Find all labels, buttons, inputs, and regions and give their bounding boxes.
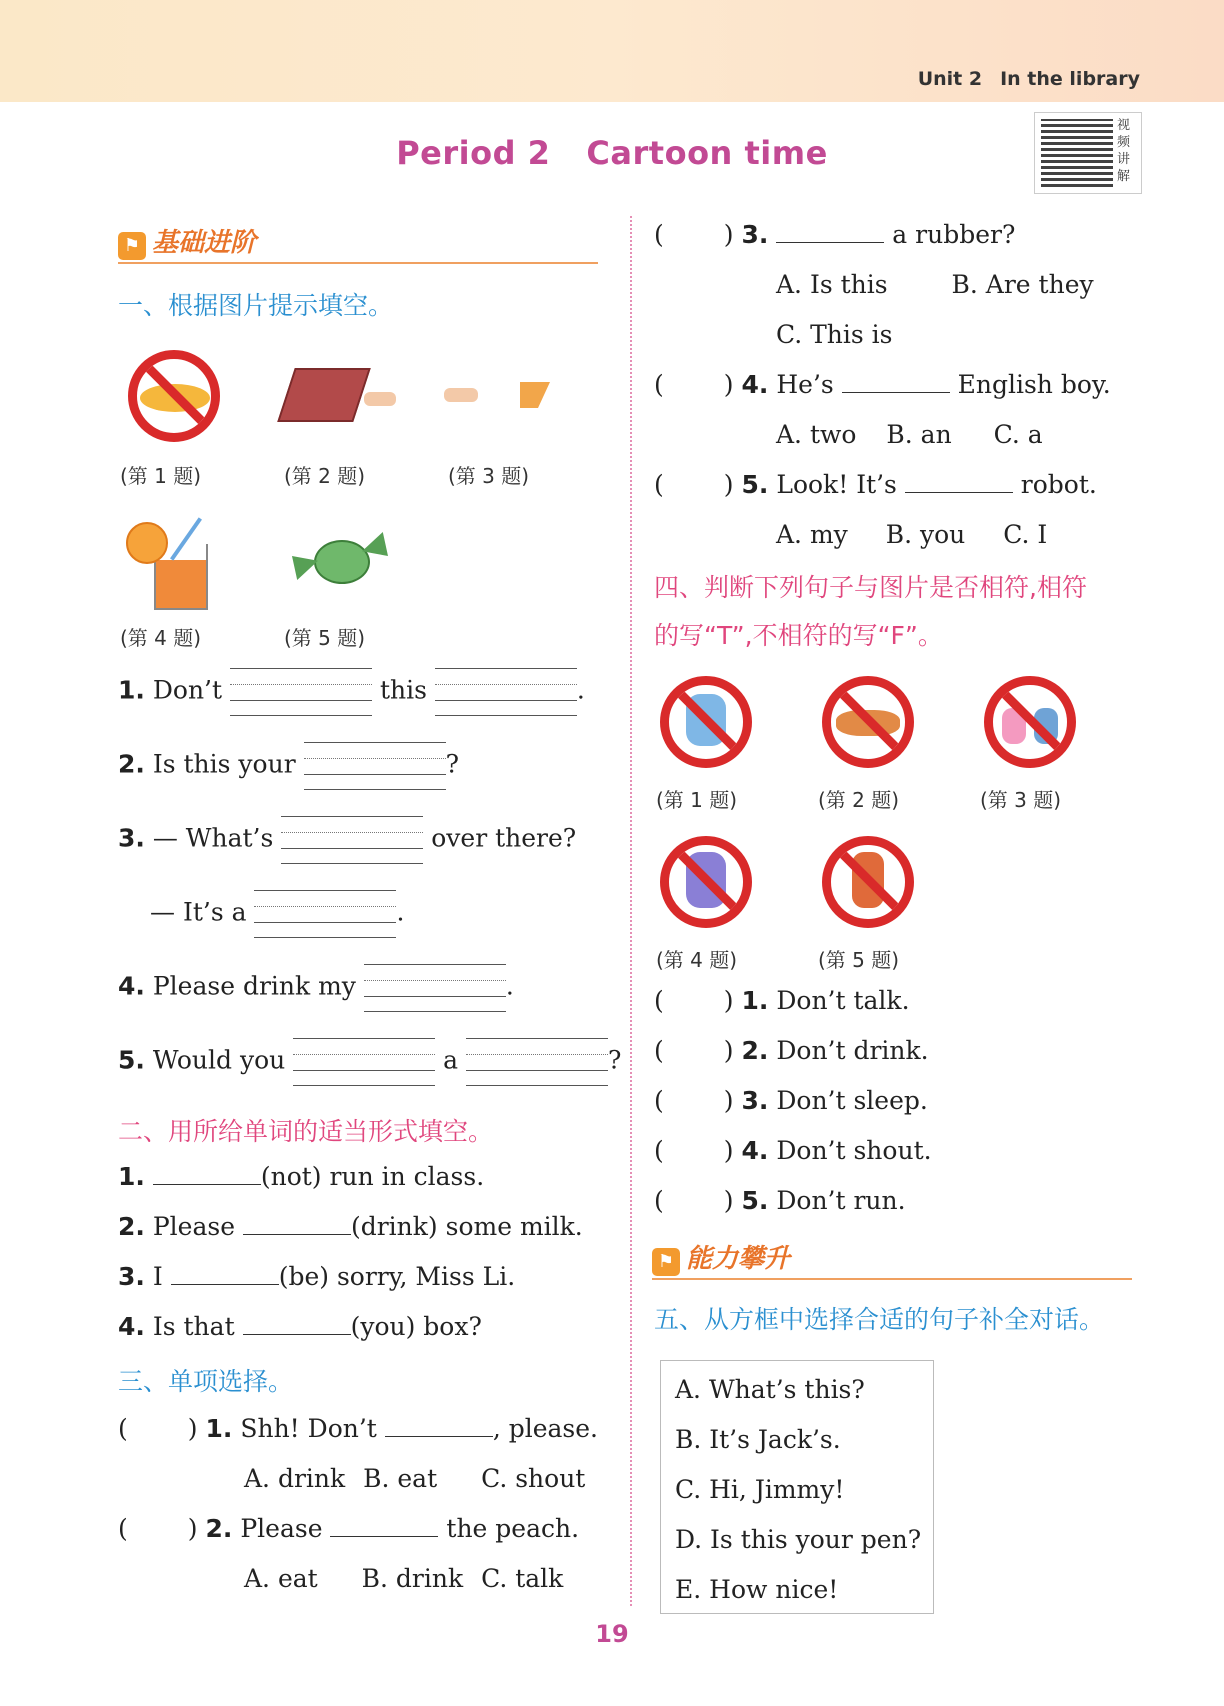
answer-paren-open[interactable]: ( <box>654 986 664 1015</box>
item-end: . <box>396 897 405 927</box>
answer-paren-close: ) <box>723 1036 734 1065</box>
answer-paren-close: ) <box>723 370 734 399</box>
part3-item-5-options <box>776 520 1047 549</box>
part1-item-4 <box>118 964 514 1012</box>
answer-blank[interactable] <box>385 1416 493 1437</box>
part1-caption-1: (第 1 题) <box>120 464 202 488</box>
part1-item-3-reply <box>150 890 404 938</box>
item-number: 1. <box>741 986 769 1015</box>
item-number: 2. <box>118 749 145 779</box>
section-advanced-title: 能力攀升 <box>686 1244 791 1274</box>
answer-paren-open[interactable]: ( <box>654 1186 664 1215</box>
option-a[interactable]: A. Is this <box>776 270 888 299</box>
answer-paren-open[interactable]: ( <box>118 1514 128 1543</box>
item-number: 4. <box>118 1312 145 1341</box>
part4-caption-3: (第 3 题) <box>980 788 1062 812</box>
item-number: 2. <box>741 1036 769 1065</box>
item-end: . <box>576 675 585 705</box>
item-text: He’s <box>776 370 834 399</box>
option-c[interactable]: C. This is <box>776 320 893 349</box>
answer-blank[interactable] <box>842 372 950 393</box>
option-e: E. How nice! <box>675 1575 839 1604</box>
option-c[interactable]: C. shout <box>481 1464 586 1493</box>
part3-item-4-options <box>776 420 1043 449</box>
part2-item-4 <box>118 1312 482 1341</box>
no-run-sign <box>818 832 918 932</box>
option-d: D. Is this your pen? <box>675 1525 922 1554</box>
item-text: Don’t drink. <box>776 1036 929 1065</box>
no-pie-picture <box>124 346 224 446</box>
item-text: (be) sorry, Miss Li. <box>278 1262 516 1291</box>
answer-blank[interactable] <box>153 1164 261 1185</box>
item-number: 5. <box>741 470 769 499</box>
item-text: over there? <box>431 823 577 853</box>
item-number: 3. <box>118 1262 145 1291</box>
option-b[interactable]: B. you <box>885 520 966 549</box>
item-text: — What’s <box>152 823 274 853</box>
answer-paren-open[interactable]: ( <box>654 1036 664 1065</box>
item-text: (drink) some milk. <box>350 1212 583 1241</box>
answer-paren-close: ) <box>723 986 734 1015</box>
part5-heading: 五、从方框中选择合适的句子补全对话。 <box>654 1305 1105 1334</box>
part4-item-2 <box>654 1036 929 1065</box>
answer-lines[interactable] <box>466 1038 608 1086</box>
pointing-cake-picture <box>440 378 560 418</box>
item-number: 3. <box>118 823 145 853</box>
item-text: Is this your <box>152 749 296 779</box>
item-number: 4. <box>741 370 769 399</box>
column-divider <box>630 216 632 1606</box>
answer-blank[interactable] <box>243 1314 351 1335</box>
part2-heading: 二、用所给单词的适当形式填空。 <box>118 1117 494 1146</box>
part4-caption-5: (第 5 题) <box>818 948 900 972</box>
item-text: I <box>152 1262 163 1291</box>
unit-title: In the library <box>1000 68 1140 90</box>
part3-item-1 <box>118 1414 598 1443</box>
part3-item-3 <box>654 220 1015 249</box>
item-text: a rubber? <box>892 220 1016 249</box>
section-basic-title: 基础进阶 <box>152 228 257 258</box>
item-text: Don’t shout. <box>776 1136 932 1165</box>
option-a[interactable]: A. two <box>776 420 857 449</box>
item-text: (you) box? <box>350 1312 482 1341</box>
item-number: 3. <box>741 220 769 249</box>
item-text: a <box>443 1045 459 1075</box>
part4-caption-4: (第 4 题) <box>656 948 738 972</box>
answer-blank[interactable] <box>905 472 1013 493</box>
item-text: Please <box>240 1514 323 1543</box>
part3-item-2 <box>118 1514 579 1543</box>
part4-caption-1: (第 1 题) <box>656 788 738 812</box>
option-b[interactable]: B. Are they <box>951 270 1094 299</box>
item-number: 5. <box>118 1045 145 1075</box>
qr-code-icon <box>1041 119 1113 187</box>
item-number: 1. <box>205 1414 233 1443</box>
answer-paren-open[interactable]: ( <box>654 1136 664 1165</box>
item-text: Don’t sleep. <box>776 1086 928 1115</box>
period-label: Period 2 <box>396 134 551 172</box>
answer-paren-close: ) <box>723 470 734 499</box>
item-number: 1. <box>118 675 145 705</box>
option-a[interactable]: A. my <box>776 520 848 549</box>
part2-item-1 <box>118 1162 484 1191</box>
answer-lines[interactable] <box>230 668 372 716</box>
qr-code[interactable] <box>1034 112 1142 194</box>
item-text: the peach. <box>446 1514 580 1543</box>
option-a: A. What’s this? <box>675 1375 865 1404</box>
answer-lines[interactable] <box>254 890 396 938</box>
answer-paren-open[interactable]: ( <box>654 370 664 399</box>
answer-paren-open[interactable]: ( <box>654 1086 664 1115</box>
part1-item-2 <box>118 742 459 790</box>
answer-lines[interactable] <box>435 668 577 716</box>
item-text: this <box>379 675 427 705</box>
answer-lines[interactable] <box>364 964 506 1012</box>
item-text: Please drink my <box>152 971 356 1001</box>
part1-caption-4: (第 4 题) <box>120 626 202 650</box>
part4-heading-line2: 的写“T”,不相符的写“F”。 <box>654 621 943 650</box>
item-text: robot. <box>1020 470 1097 499</box>
part3-item-2-options <box>244 1564 563 1593</box>
sweet-picture <box>290 526 390 596</box>
no-food-sign <box>818 672 918 772</box>
answer-paren-close: ) <box>187 1514 198 1543</box>
answer-blank[interactable] <box>776 222 884 243</box>
part3-heading: 三、单项选择。 <box>118 1367 294 1396</box>
answer-paren-close: ) <box>723 220 734 249</box>
answer-paren-open[interactable]: ( <box>654 470 664 499</box>
part1-heading: 一、根据图片提示填空。 <box>118 291 394 320</box>
item-number: 5. <box>741 1186 769 1215</box>
item-text: Please <box>152 1212 236 1241</box>
answer-blank[interactable] <box>171 1264 279 1285</box>
part1-item-3 <box>118 816 576 864</box>
item-number: 4. <box>741 1136 769 1165</box>
option-b[interactable]: B. drink <box>361 1564 464 1593</box>
runner-icon: ⚑ <box>118 232 146 260</box>
item-text: English boy. <box>957 370 1111 399</box>
option-b: B. It’s Jack’s. <box>675 1425 841 1454</box>
item-text: Would you <box>152 1045 286 1075</box>
part1-item-5 <box>118 1038 621 1086</box>
answer-paren-close: ) <box>723 1086 734 1115</box>
part2-item-2 <box>118 1212 583 1241</box>
answer-paren-open[interactable]: ( <box>654 220 664 249</box>
part3-item-1-options <box>244 1464 585 1493</box>
item-number: 2. <box>205 1514 233 1543</box>
answer-paren-close: ) <box>187 1414 198 1443</box>
answer-lines[interactable] <box>293 1038 435 1086</box>
option-b[interactable]: B. eat <box>363 1464 438 1493</box>
option-a[interactable]: A. eat <box>244 1564 318 1593</box>
options-box <box>660 1360 934 1614</box>
item-end: ? <box>608 1045 622 1075</box>
no-shout-sign <box>656 832 756 932</box>
topic-label: Cartoon time <box>586 134 828 172</box>
no-talk-sign <box>656 672 756 772</box>
item-text: Don’t <box>152 675 223 705</box>
unit-label <box>918 68 1140 90</box>
part3-item-5 <box>654 470 1097 499</box>
option-c[interactable]: C. a <box>993 420 1043 449</box>
item-text: (not) run in class. <box>260 1162 485 1191</box>
item-end: ? <box>445 749 460 779</box>
qr-label: 视频讲解 <box>1117 118 1131 184</box>
answer-paren-open[interactable]: ( <box>118 1414 128 1443</box>
part1-caption-3: (第 3 题) <box>448 464 530 488</box>
unit-number: Unit 2 <box>917 68 983 90</box>
part1-item-1 <box>118 668 585 716</box>
item-text: Don’t talk. <box>776 986 910 1015</box>
part1-caption-2: (第 2 题) <box>284 464 366 488</box>
answer-paren-close: ) <box>723 1186 734 1215</box>
part4-item-1 <box>654 986 910 1015</box>
answer-lines[interactable] <box>281 816 423 864</box>
answer-lines[interactable] <box>304 742 446 790</box>
part3-item-3-options <box>776 270 1094 299</box>
item-number: 3. <box>741 1086 769 1115</box>
part1-caption-5: (第 5 题) <box>284 626 366 650</box>
answer-blank[interactable] <box>330 1516 438 1537</box>
item-number: 1. <box>118 1162 145 1191</box>
answer-paren-close: ) <box>723 1136 734 1165</box>
option-a[interactable]: A. drink <box>244 1464 346 1493</box>
part2-item-3 <box>118 1262 515 1291</box>
part4-caption-2: (第 2 题) <box>818 788 900 812</box>
part4-item-3 <box>654 1086 928 1115</box>
book-picture <box>282 362 402 432</box>
part4-item-4 <box>654 1136 932 1165</box>
part3-item-3-option-c <box>776 320 893 349</box>
item-text: — It’s a <box>150 897 247 927</box>
answer-blank[interactable] <box>243 1214 351 1235</box>
page-number: 19 <box>595 1620 629 1648</box>
item-text: Look! It’s <box>776 470 897 499</box>
item-number: 4. <box>118 971 145 1001</box>
item-text: Shh! Don’t <box>240 1414 377 1443</box>
part3-item-4 <box>654 370 1111 399</box>
option-c: C. Hi, Jimmy! <box>675 1475 845 1504</box>
section-basic-header <box>118 222 598 264</box>
item-text: Is that <box>152 1312 235 1341</box>
option-c[interactable]: C. talk <box>481 1564 564 1593</box>
no-chatting-sign <box>980 672 1080 772</box>
juice-picture <box>124 514 228 614</box>
item-end: . <box>505 971 514 1001</box>
item-text: , please. <box>492 1414 598 1443</box>
item-text: Don’t run. <box>776 1186 906 1215</box>
option-c[interactable]: C. I <box>1003 520 1048 549</box>
item-number: 2. <box>118 1212 145 1241</box>
section-advanced-header <box>652 1238 1132 1280</box>
option-b[interactable]: B. an <box>886 420 952 449</box>
part4-heading-line1: 四、判断下列句子与图片是否相符,相符 <box>654 573 1087 602</box>
climber-icon: ⚑ <box>652 1248 680 1276</box>
part4-item-5 <box>654 1186 906 1215</box>
